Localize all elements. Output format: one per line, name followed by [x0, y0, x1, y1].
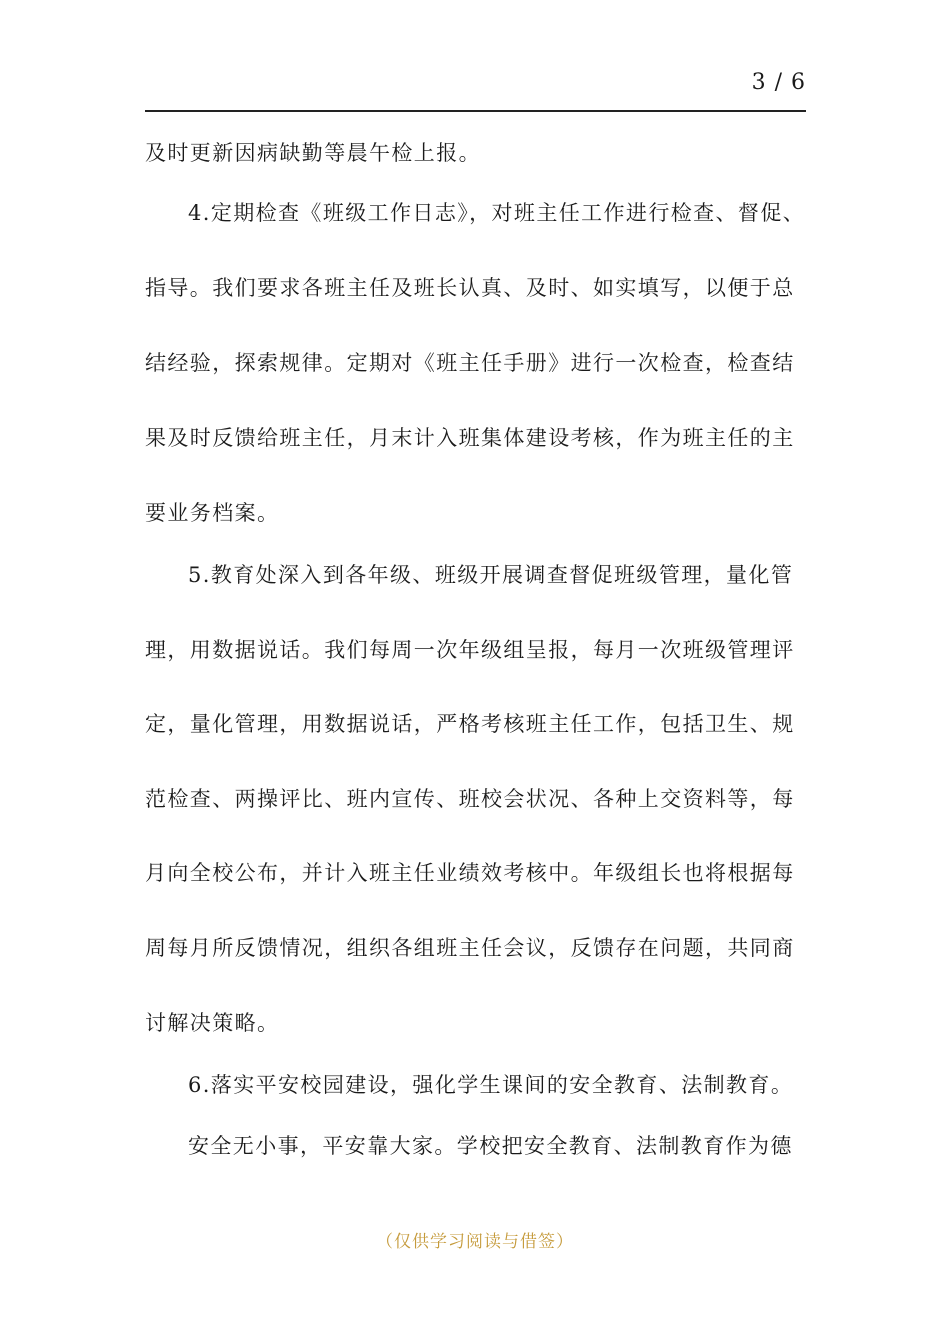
text-line: 结经验，探索规律。定期对《班主任手册》进行一次检查，检查结	[145, 351, 795, 375]
text-line: 5.教育处深入到各年级、班级开展调查督促班级管理，量化管	[188, 563, 794, 587]
text-line: 讨解决策略。	[145, 1011, 280, 1035]
text-line: 周每月所反馈情况，组织各组班主任会议，反馈存在问题，共同商	[145, 936, 795, 960]
text-line: 要业务档案。	[145, 501, 280, 525]
text-line: 指导。我们要求各班主任及班长认真、及时、如实填写，以便于总	[145, 276, 795, 300]
text-line: 月向全校公布，并计入班主任业绩效考核中。年级组长也将根据每	[145, 861, 795, 885]
text-line: 定，量化管理，用数据说话，严格考核班主任工作，包括卫生、规	[145, 712, 795, 736]
text-line: 果及时反馈给班主任，月末计入班集体建设考核，作为班主任的主	[145, 426, 795, 450]
page-number: 3 / 6	[751, 70, 806, 95]
text-line: 理，用数据说话。我们每周一次年级组呈报，每月一次班级管理评	[145, 638, 795, 662]
text-line: 4.定期检查《班级工作日志》，对班主任工作进行检查、督促、	[188, 201, 806, 225]
text-line: 6.落实平安校园建设，强化学生课间的安全教育、法制教育。	[188, 1073, 794, 1097]
text-line: 及时更新因病缺勤等晨午检上报。	[145, 141, 481, 165]
text-line: 范检查、两操评比、班内宣传、班校会状况、各种上交资料等，每	[145, 787, 795, 811]
text-line: 安全无小事，平安靠大家。学校把安全教育、法制教育作为德	[188, 1134, 793, 1158]
footer-note: （仅供学习阅读与借签）	[376, 1232, 574, 1252]
page-header	[145, 66, 806, 112]
